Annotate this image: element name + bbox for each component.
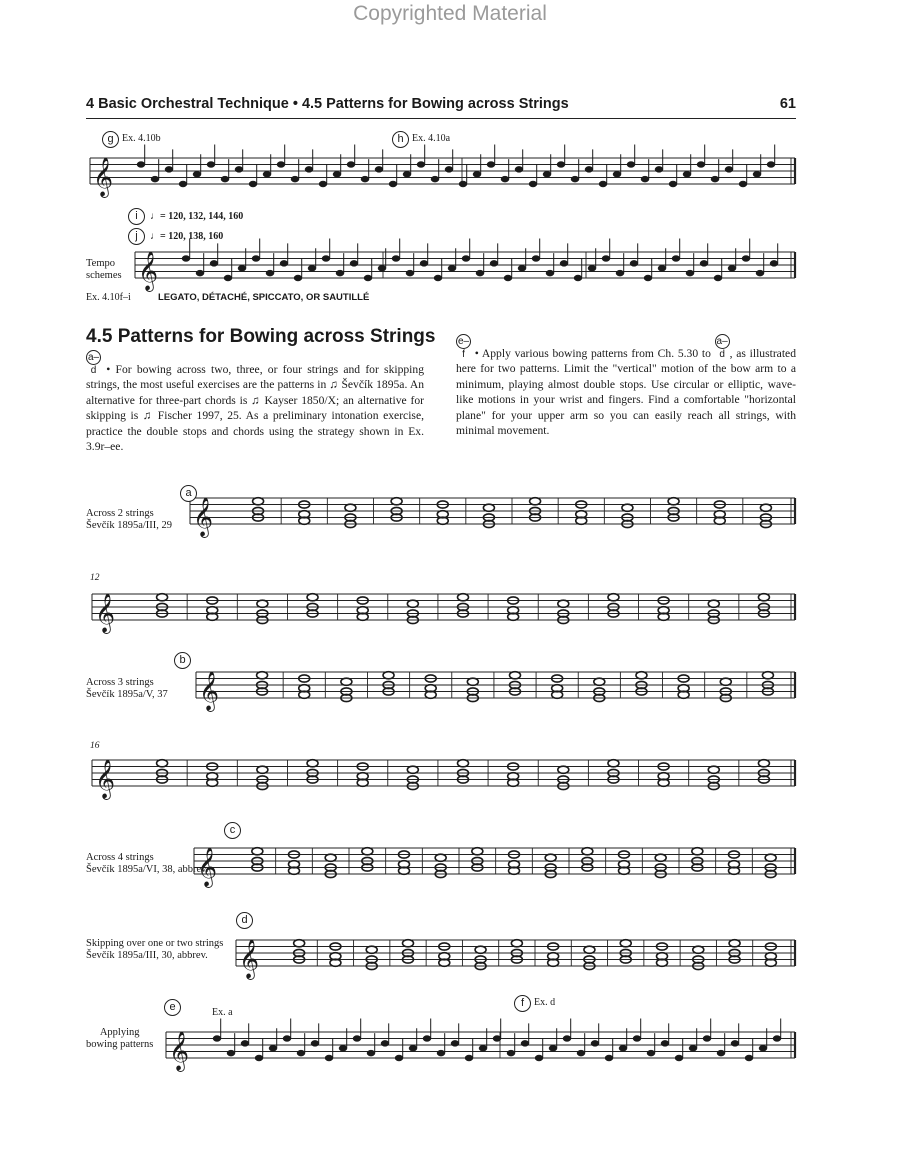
eighth-note-head bbox=[669, 181, 677, 187]
eighth-note-head bbox=[403, 171, 411, 177]
eighth-note-head bbox=[473, 171, 481, 177]
eighth-note-head bbox=[465, 1055, 473, 1061]
eighth-note-head bbox=[493, 1036, 501, 1042]
eighth-note-head bbox=[347, 162, 355, 168]
eighth-note-head bbox=[241, 1040, 249, 1046]
eighth-note-head bbox=[549, 1045, 557, 1051]
chord-note bbox=[341, 678, 352, 685]
eighth-note-head bbox=[739, 181, 747, 187]
eighth-note-head bbox=[255, 1055, 263, 1061]
chord-note bbox=[511, 940, 522, 947]
eighth-note-head bbox=[406, 270, 414, 276]
eighth-note-head bbox=[210, 260, 218, 266]
eighth-note-head bbox=[689, 1045, 697, 1051]
chord-note bbox=[636, 672, 647, 679]
eighth-note-head bbox=[773, 1036, 781, 1042]
chord-note bbox=[307, 594, 318, 601]
eighth-note-head bbox=[644, 275, 652, 281]
chord-note bbox=[608, 594, 619, 601]
eighth-note-head bbox=[207, 162, 215, 168]
eighth-note-head bbox=[742, 256, 750, 262]
eighth-note-head bbox=[745, 1055, 753, 1061]
chord-note bbox=[655, 854, 666, 861]
example-label-h: Ex. 4.10a bbox=[412, 133, 451, 144]
chord-note bbox=[510, 672, 521, 679]
eighth-note-head bbox=[599, 181, 607, 187]
eighth-note-head bbox=[479, 1045, 487, 1051]
eighth-note-head bbox=[462, 256, 470, 262]
example-label-f-ex: Ex. d bbox=[534, 997, 556, 1008]
eighth-note-head bbox=[392, 256, 400, 262]
eighth-note-head bbox=[627, 162, 635, 168]
eighth-note-head bbox=[311, 1040, 319, 1046]
eighth-note-head bbox=[641, 176, 649, 182]
example-marker-b: b bbox=[174, 652, 191, 669]
example-marker-j: j bbox=[128, 228, 145, 245]
eighth-note-head bbox=[221, 176, 229, 182]
example-marker-i: i bbox=[128, 208, 145, 225]
eighth-note-head bbox=[277, 162, 285, 168]
chord-note bbox=[668, 498, 679, 505]
eighth-note-head bbox=[294, 275, 302, 281]
chord-note bbox=[765, 854, 776, 861]
chord-note bbox=[693, 946, 704, 953]
eighth-note-head bbox=[165, 166, 173, 172]
eighth-note-head bbox=[504, 275, 512, 281]
eighth-note-head bbox=[602, 256, 610, 262]
chord-note bbox=[475, 946, 486, 953]
chord-note bbox=[257, 766, 268, 773]
chord-note bbox=[407, 766, 418, 773]
example-marker-a: a bbox=[180, 485, 197, 502]
chord-note bbox=[760, 504, 771, 511]
bowing-styles: LEGATO, DÉTACHÉ, SPICCATO, OR SAUTILLÉ bbox=[158, 292, 370, 303]
example-marker-d: d bbox=[236, 912, 253, 929]
eighth-note-head bbox=[378, 265, 386, 271]
chord-note bbox=[307, 760, 318, 767]
eighth-note-head bbox=[521, 1040, 529, 1046]
eighth-note-head bbox=[350, 260, 358, 266]
chord-note bbox=[257, 672, 268, 679]
eighth-note-head bbox=[767, 162, 775, 168]
chord-note bbox=[729, 940, 740, 947]
eighth-note-head bbox=[434, 275, 442, 281]
example-label-a: Across 2 strings Ševčík 1895a/III, 29 bbox=[86, 508, 173, 531]
eighth-note-head bbox=[616, 270, 624, 276]
chord-note bbox=[252, 848, 263, 855]
chord-note bbox=[458, 760, 469, 767]
eighth-note-head bbox=[448, 265, 456, 271]
chord-note bbox=[622, 504, 633, 511]
eighth-note-head bbox=[672, 256, 680, 262]
ref-range-right-2: a–d bbox=[716, 336, 728, 360]
eighth-note-head bbox=[437, 1050, 445, 1056]
chord-note bbox=[530, 498, 541, 505]
eighth-note-head bbox=[235, 166, 243, 172]
watermark: Copyrighted Material bbox=[353, 2, 547, 25]
eighth-note-head bbox=[431, 176, 439, 182]
eighth-note-head bbox=[543, 171, 551, 177]
chord-note bbox=[608, 760, 619, 767]
tempo-i: ♩= 120, 132, 144, 160 bbox=[150, 211, 244, 222]
eighth-note-head bbox=[560, 260, 568, 266]
section-title: 4.5 Patterns for Bowing across Strings bbox=[86, 326, 436, 347]
chord-note bbox=[558, 766, 569, 773]
chord-note bbox=[708, 600, 719, 607]
staff-b-1-treble-clef: 𝄞 bbox=[199, 671, 220, 711]
chord-note bbox=[692, 848, 703, 855]
eighth-note-head bbox=[613, 171, 621, 177]
eighth-note-head bbox=[263, 171, 271, 177]
staff-b-2-treble-clef: 𝄞 bbox=[95, 759, 116, 799]
chord-note bbox=[391, 498, 402, 505]
eighth-note-head bbox=[196, 270, 204, 276]
staff-g-h-treble-clef: 𝄞 bbox=[93, 157, 114, 197]
chord-note bbox=[362, 848, 373, 855]
page-number: 61 bbox=[779, 96, 796, 112]
eighth-note-head bbox=[515, 166, 523, 172]
eighth-note-head bbox=[725, 166, 733, 172]
example-label-e-ex: Ex. a bbox=[212, 1007, 233, 1018]
ref-range-left: a–d bbox=[87, 352, 100, 376]
example-label-e: Applying bowing patterns bbox=[86, 1027, 154, 1050]
eighth-note-head bbox=[697, 162, 705, 168]
eighth-note-head bbox=[353, 1036, 361, 1042]
example-marker-g: g bbox=[102, 131, 119, 148]
eighth-note-head bbox=[753, 171, 761, 177]
eighth-note-head bbox=[319, 181, 327, 187]
chord-note bbox=[257, 600, 268, 607]
eighth-note-head bbox=[325, 1055, 333, 1061]
eighth-note-head bbox=[420, 260, 428, 266]
eighth-note-head bbox=[577, 1050, 585, 1056]
eighth-note-head bbox=[213, 1036, 221, 1042]
eighth-note-head bbox=[714, 275, 722, 281]
eighth-note-head bbox=[381, 1040, 389, 1046]
example-marker-e: e bbox=[164, 999, 181, 1016]
eighth-note-head bbox=[490, 260, 498, 266]
staff-tempo-treble-clef: 𝄞 bbox=[138, 251, 159, 291]
eighth-note-head bbox=[529, 181, 537, 187]
eighth-note-head bbox=[182, 256, 190, 262]
chord-note bbox=[383, 672, 394, 679]
chord-note bbox=[403, 940, 414, 947]
eighth-note-head bbox=[322, 256, 330, 262]
eighth-note-head bbox=[731, 1040, 739, 1046]
chord-note bbox=[407, 600, 418, 607]
chord-note bbox=[345, 504, 356, 511]
eighth-note-head bbox=[333, 171, 341, 177]
chord-note bbox=[366, 946, 377, 953]
eighth-note-head bbox=[179, 181, 187, 187]
eighth-note-head bbox=[361, 176, 369, 182]
eighth-note-head bbox=[728, 265, 736, 271]
eighth-note-head bbox=[417, 162, 425, 168]
chord-note bbox=[720, 678, 731, 685]
eighth-note-head bbox=[756, 270, 764, 276]
eighth-note-head bbox=[308, 265, 316, 271]
eighth-note-head bbox=[305, 166, 313, 172]
eighth-note-head bbox=[563, 1036, 571, 1042]
eighth-note-head bbox=[605, 1055, 613, 1061]
eighth-note-head bbox=[266, 270, 274, 276]
eighth-note-head bbox=[487, 162, 495, 168]
measure-number-16: 16 bbox=[90, 741, 100, 751]
chord-note bbox=[584, 946, 595, 953]
eighth-note-head bbox=[389, 181, 397, 187]
eighth-note-head bbox=[423, 1036, 431, 1042]
eighth-note-head bbox=[269, 1045, 277, 1051]
right-paragraph bbox=[456, 334, 796, 438]
chord-note bbox=[545, 854, 556, 861]
chord-note bbox=[594, 678, 605, 685]
eighth-note-head bbox=[619, 1045, 627, 1051]
chord-note bbox=[325, 854, 336, 861]
left-paragraph bbox=[86, 350, 424, 454]
eighth-note-head bbox=[585, 166, 593, 172]
eighth-note-head bbox=[518, 265, 526, 271]
eighth-note-head bbox=[224, 275, 232, 281]
eighth-note-head bbox=[238, 265, 246, 271]
eighth-note-head bbox=[459, 181, 467, 187]
chord-note bbox=[157, 594, 168, 601]
example-label-b: Across 3 strings Ševčík 1895a/V, 37 bbox=[86, 677, 168, 700]
eighth-note-head bbox=[364, 275, 372, 281]
staff-a-1-treble-clef: 𝄞 bbox=[193, 497, 214, 537]
example-marker-f: f bbox=[514, 995, 531, 1012]
eighth-note-head bbox=[409, 1045, 417, 1051]
running-head: 4 Basic Orchestral Technique • 4.5 Patterns for Bowing across Strings bbox=[86, 96, 569, 112]
eighth-note-head bbox=[451, 1040, 459, 1046]
example-label-f-i: Ex. 4.10f–i bbox=[86, 292, 131, 303]
eighth-note-head bbox=[711, 176, 719, 182]
chord-note bbox=[582, 848, 593, 855]
staff-e-f-treble-clef: 𝄞 bbox=[169, 1031, 190, 1071]
eighth-note-head bbox=[574, 275, 582, 281]
eighth-note-head bbox=[591, 1040, 599, 1046]
right-paragraph-text-2: , as illustrated here for two patterns. Limit the "vertical" motion of the bow arm to a minimum, playing almost double stops. Use circular or elliptic, wave-like motions in your wrist and fingers. Find a comfortable "horizontal plane" for your upper arm so you can easily reach all strings, with minimal movement. bbox=[456, 347, 796, 438]
chord-note bbox=[708, 766, 719, 773]
eighth-note-head bbox=[367, 1050, 375, 1056]
eighth-note-head bbox=[252, 256, 260, 262]
chord-note bbox=[435, 854, 446, 861]
eighth-note-head bbox=[655, 166, 663, 172]
eighth-note-head bbox=[501, 176, 509, 182]
eighth-note-head bbox=[227, 1050, 235, 1056]
eighth-note-head bbox=[137, 162, 145, 168]
eighth-note-head bbox=[249, 181, 257, 187]
chord-note bbox=[758, 760, 769, 767]
eighth-note-head bbox=[445, 166, 453, 172]
example-marker-c: c bbox=[224, 822, 241, 839]
eighth-note-head bbox=[375, 166, 383, 172]
eighth-note-head bbox=[700, 260, 708, 266]
chord-note bbox=[483, 504, 494, 511]
eighth-note-head bbox=[339, 1045, 347, 1051]
eighth-note-head bbox=[395, 1055, 403, 1061]
chord-note bbox=[294, 940, 305, 947]
eighth-note-head bbox=[535, 1055, 543, 1061]
eighth-note-head bbox=[675, 1055, 683, 1061]
eighth-note-head bbox=[571, 176, 579, 182]
eighth-note-head bbox=[193, 171, 201, 177]
measure-number-12: 12 bbox=[90, 573, 100, 583]
chord-note bbox=[758, 594, 769, 601]
left-paragraph-text: • For bowing across two, three, or four strings and for skipping strings, the most useful exercises are the patterns in ♫ Ševčík 1895a. An alternative for three-part chords is ♫ Kayser 1850/X; an alternative for skipping is ♫ Fischer 1997, 25. As a preliminary intonation exercise, practice the double stops and chords using the strategy shown in Ex. 3.9r–ee. bbox=[86, 363, 424, 454]
chord-note bbox=[458, 594, 469, 601]
staff-a-2-treble-clef: 𝄞 bbox=[95, 593, 116, 633]
chord-note bbox=[157, 760, 168, 767]
staff-c-treble-clef: 𝄞 bbox=[197, 847, 218, 887]
eighth-note-head bbox=[630, 260, 638, 266]
eighth-note-head bbox=[686, 270, 694, 276]
chord-note bbox=[467, 678, 478, 685]
eighth-note-head bbox=[658, 265, 666, 271]
eighth-note-head bbox=[283, 1036, 291, 1042]
eighth-note-head bbox=[683, 171, 691, 177]
right-paragraph-text-1: • Apply various bowing patterns from Ch. 5.30 to bbox=[474, 347, 711, 360]
eighth-note-head bbox=[717, 1050, 725, 1056]
chord-note bbox=[472, 848, 483, 855]
example-label-g: Ex. 4.10b bbox=[122, 133, 161, 144]
example-marker-h: h bbox=[392, 131, 409, 148]
eighth-note-head bbox=[280, 260, 288, 266]
eighth-note-head bbox=[532, 256, 540, 262]
eighth-note-head bbox=[507, 1050, 515, 1056]
eighth-note-head bbox=[703, 1036, 711, 1042]
eighth-note-head bbox=[557, 162, 565, 168]
eighth-note-head bbox=[546, 270, 554, 276]
eighth-note-head bbox=[759, 1045, 767, 1051]
eighth-note-head bbox=[151, 176, 159, 182]
eighth-note-head bbox=[633, 1036, 641, 1042]
eighth-note-head bbox=[476, 270, 484, 276]
example-label-d: Skipping over one or two strings Ševčík 1895a/III, 30, abbrev. bbox=[86, 938, 224, 961]
eighth-note-head bbox=[291, 176, 299, 182]
ref-range-right: e–f bbox=[457, 336, 470, 360]
tempo-j: ♩= 120, 138, 160 bbox=[150, 231, 224, 242]
eighth-note-head bbox=[661, 1040, 669, 1046]
eighth-note-head bbox=[770, 260, 778, 266]
tempo-schemes-label: Tempo schemes bbox=[86, 258, 122, 281]
eighth-note-head bbox=[336, 270, 344, 276]
chord-note bbox=[762, 672, 773, 679]
eighth-note-head bbox=[647, 1050, 655, 1056]
eighth-note-head bbox=[588, 265, 596, 271]
chord-note bbox=[558, 600, 569, 607]
chord-note bbox=[620, 940, 631, 947]
chord-note bbox=[253, 498, 264, 505]
staff-d-treble-clef: 𝄞 bbox=[239, 939, 260, 979]
example-label-c: Across 4 strings Ševčík 1895a/VI, 38, abbrev. bbox=[86, 852, 209, 875]
eighth-note-head bbox=[297, 1050, 305, 1056]
